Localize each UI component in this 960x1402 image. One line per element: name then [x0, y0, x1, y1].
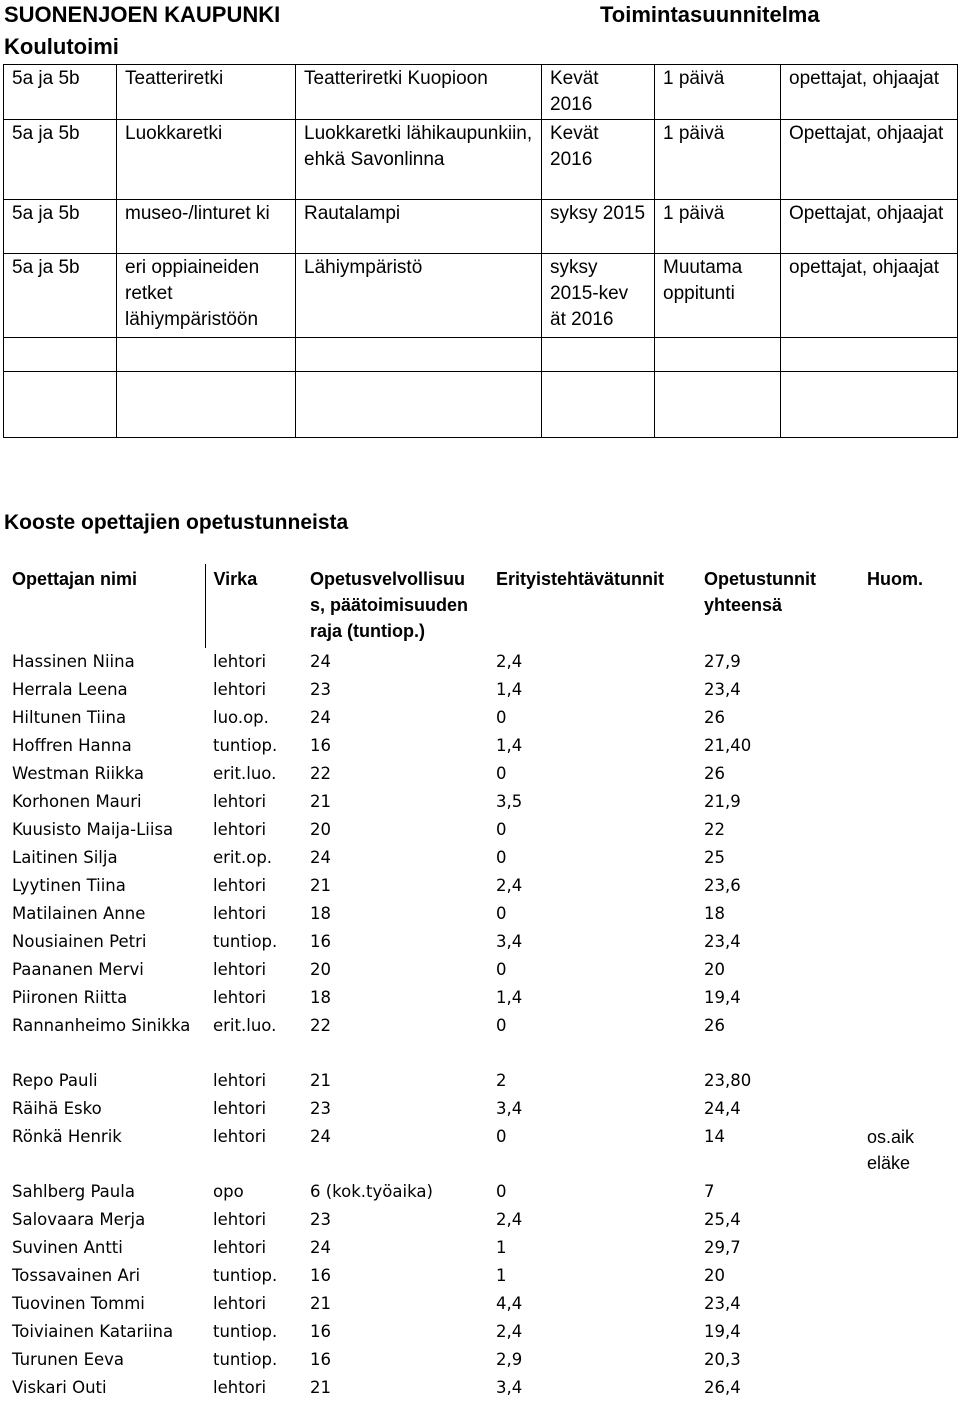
teacher-cell: 23: [310, 1099, 331, 1118]
teacher-cell: 2,4: [496, 1210, 523, 1229]
teacher-cell: 1: [496, 1238, 507, 1257]
teacher-cell: 0: [496, 708, 507, 727]
teacher-cell: lehtori: [213, 876, 267, 895]
teacher-cell: Hoffren Hanna: [12, 736, 132, 755]
activity-cell: [117, 372, 296, 438]
teacher-cell: 25: [704, 848, 725, 867]
teacher-row: [4, 1206, 956, 1234]
teacher-row: [4, 844, 956, 872]
teacher-cell: 21: [310, 1378, 331, 1397]
teacher-row: [4, 788, 956, 816]
teacher-cell: Turunen Eeva: [12, 1350, 125, 1369]
teacher-cell: Suvinen Antti: [12, 1238, 123, 1257]
teacher-cell: 26,4: [704, 1378, 741, 1397]
teacher-cell: 19,4: [704, 988, 741, 1007]
activity-cell: 5a ja 5b: [4, 200, 117, 254]
teacher-cell: lehtori: [213, 988, 267, 1007]
teacher-cell: Korhonen Mauri: [12, 792, 142, 811]
teacher-cell: 23: [310, 1210, 331, 1229]
activity-cell: Luokkaretki lähikaupunkiin, ehkä Savonlinna: [296, 120, 542, 200]
column-header: Erityistehtävätunnit: [496, 569, 665, 589]
teacher-cell: lehtori: [213, 960, 267, 979]
activity-cell: Opettajat, ohjaajat: [781, 120, 958, 200]
teacher-cell: 18: [310, 904, 331, 923]
department-title: Koulutoimi: [4, 34, 119, 59]
teacher-cell: tuntiop.: [213, 736, 278, 755]
teacher-cell: 20: [310, 820, 331, 839]
empty-row: [4, 372, 958, 438]
activity-cell: Luokkaretki: [117, 120, 296, 200]
activity-cell: 1 päivä: [655, 120, 781, 200]
teacher-row: [4, 872, 956, 900]
teacher-cell: Nousiainen Petri: [12, 932, 147, 951]
teacher-cell: 4,4: [496, 1294, 523, 1313]
teacher-cell: 21: [310, 1071, 331, 1090]
teacher-cell: 2,4: [496, 652, 523, 671]
teacher-cell: [859, 1067, 956, 1095]
teacher-cell: 23,4: [704, 680, 741, 699]
teacher-cell: luo.op.: [213, 708, 269, 727]
teacher-cell: Matilainen Anne: [12, 904, 146, 923]
teacher-cell: 1: [496, 1266, 507, 1285]
teacher-cell: [859, 1012, 956, 1067]
teacher-cell: 24: [310, 848, 331, 867]
teacher-cell: lehtori: [213, 1210, 267, 1229]
teacher-cell: [859, 1346, 956, 1374]
teacher-cell: [859, 844, 956, 872]
teacher-cell: 26: [704, 708, 725, 727]
teacher-cell: 24: [310, 1127, 331, 1146]
activity-cell: [542, 338, 655, 372]
teacher-cell: [859, 816, 956, 844]
teacher-cell: tuntiop.: [213, 1322, 278, 1341]
activity-row: [4, 120, 958, 200]
teacher-cell: Paananen Mervi: [12, 960, 144, 979]
teacher-cell: 16: [310, 1266, 331, 1285]
teacher-cell: 2,4: [496, 876, 523, 895]
activity-cell: eri oppiaineiden retket lähiympäristöön: [117, 254, 296, 338]
teacher-cell: 24,4: [704, 1099, 741, 1118]
activity-cell: Teatteriretki Kuopioon: [296, 65, 542, 120]
activity-cell: syksy 2015-kev ät 2016: [542, 254, 655, 338]
teacher-row: [4, 1318, 956, 1346]
teacher-cell: lehtori: [213, 652, 267, 671]
teacher-cell: 21: [310, 1294, 331, 1313]
teacher-cell: 20: [704, 1266, 725, 1285]
teacher-cell: 3,5: [496, 792, 523, 811]
teacher-cell: 18: [310, 988, 331, 1007]
teacher-cell: 26: [704, 1016, 725, 1035]
activity-cell: [4, 338, 117, 372]
activity-cell: museo-/linturet ki: [117, 200, 296, 254]
activity-cell: opettajat, ohjaajat: [781, 254, 958, 338]
teacher-cell: lehtori: [213, 1294, 267, 1313]
teacher-cell: lehtori: [213, 680, 267, 699]
teacher-cell: Hiltunen Tiina: [12, 708, 127, 727]
teacher-cell: 0: [496, 1016, 507, 1035]
teacher-cell: 25,4: [704, 1210, 741, 1229]
activity-cell: Teatteriretki: [117, 65, 296, 120]
activity-row: [4, 65, 958, 120]
teacher-cell: 23,4: [704, 932, 741, 951]
teacher-cell: 26: [704, 764, 725, 783]
teacher-row: [4, 1178, 956, 1206]
teacher-cell: lehtori: [213, 1099, 267, 1118]
teacher-cell: 0: [496, 764, 507, 783]
teacher-cell: lehtori: [213, 1127, 267, 1146]
teacher-cell: 18: [704, 904, 725, 923]
teacher-row: [4, 1290, 956, 1318]
teacher-row: [4, 1012, 956, 1067]
organization-title: SUONENJOEN KAUPUNKI: [4, 2, 281, 27]
activity-cell: [655, 372, 781, 438]
activity-cell: [655, 338, 781, 372]
activity-cell: [781, 338, 958, 372]
teacher-cell: Westman Riikka: [12, 764, 145, 783]
teacher-cell: 24: [310, 708, 331, 727]
teacher-cell: 3,4: [496, 1378, 523, 1397]
teacher-cell: 14: [704, 1127, 725, 1146]
teacher-cell: 19,4: [704, 1322, 741, 1341]
teacher-row: [4, 1374, 956, 1402]
teacher-cell: 23,4: [704, 1294, 741, 1313]
teacher-cell: 0: [496, 1127, 507, 1146]
teacher-cell: 29,7: [704, 1238, 741, 1257]
teacher-cell: Laitinen Silja: [12, 848, 118, 867]
teacher-cell: [859, 1290, 956, 1318]
teacher-cell: Salovaara Merja: [12, 1210, 146, 1229]
teacher-cell: Sahlberg Paula: [12, 1182, 135, 1201]
teacher-cell: 24: [310, 1238, 331, 1257]
teacher-cell: lehtori: [213, 904, 267, 923]
teacher-hours-table: [4, 564, 956, 1402]
teacher-cell: tuntiop.: [213, 1266, 278, 1285]
teacher-cell: 2,9: [496, 1350, 523, 1369]
teacher-row: [4, 956, 956, 984]
teacher-cell: Repo Pauli: [12, 1071, 98, 1090]
teacher-cell: 1,4: [496, 680, 523, 699]
teacher-row: [4, 1234, 956, 1262]
teacher-cell: 3,4: [496, 1099, 523, 1118]
teacher-cell: tuntiop.: [213, 932, 278, 951]
teacher-cell: 6 (kok.työaika): [310, 1182, 433, 1201]
teacher-cell: 20,3: [704, 1350, 741, 1369]
teacher-row: [4, 1067, 956, 1095]
teacher-cell: [859, 1262, 956, 1290]
teacher-cell: erit.op.: [213, 848, 273, 867]
activity-cell: [296, 372, 542, 438]
teacher-cell: lehtori: [213, 820, 267, 839]
column-header: Opettajan nimi: [4, 564, 205, 648]
teacher-cell: 22: [310, 1016, 331, 1035]
teacher-cell: 16: [310, 1322, 331, 1341]
teacher-cell: 23,80: [704, 1071, 752, 1090]
teacher-cell: [859, 1178, 956, 1206]
activity-cell: Rautalampi: [296, 200, 542, 254]
teacher-row: [4, 900, 956, 928]
teacher-cell: Kuusisto Maija-Liisa: [12, 820, 174, 839]
teacher-cell: lehtori: [213, 1238, 267, 1257]
column-header: Virka: [213, 569, 258, 589]
activity-cell: syksy 2015: [542, 200, 655, 254]
teacher-row: [4, 984, 956, 1012]
teacher-cell: 20: [704, 960, 725, 979]
teacher-cell: 24: [310, 652, 331, 671]
teacher-cell: Toiviainen Katariina: [12, 1322, 174, 1341]
activity-cell: opettajat, ohjaajat: [781, 65, 958, 120]
activity-cell: 5a ja 5b: [4, 120, 117, 200]
activity-cell: [296, 338, 542, 372]
teacher-cell: 3,4: [496, 932, 523, 951]
teacher-row: [4, 1262, 956, 1290]
teacher-cell: lehtori: [213, 1378, 267, 1397]
teacher-cell: 22: [310, 764, 331, 783]
activity-cell: [117, 338, 296, 372]
teacher-row: [4, 1123, 956, 1178]
activity-cell: Kevät 2016: [542, 65, 655, 120]
teacher-cell: Räihä Esko: [12, 1099, 102, 1118]
teacher-cell: [859, 788, 956, 816]
activity-cell: Kevät 2016: [542, 120, 655, 200]
teacher-cell: [859, 1374, 956, 1402]
teacher-cell: [859, 704, 956, 732]
teacher-cell: [859, 732, 956, 760]
teacher-cell: 7: [704, 1182, 715, 1201]
teacher-cell: 21: [310, 876, 331, 895]
teacher-cell: 16: [310, 736, 331, 755]
teacher-cell: [859, 900, 956, 928]
teacher-cell: 23,6: [704, 876, 741, 895]
teacher-cell: Herrala Leena: [12, 680, 128, 699]
teacher-cell: 0: [496, 960, 507, 979]
teacher-cell: lehtori: [213, 1071, 267, 1090]
teacher-cell: [859, 1234, 956, 1262]
activity-row: [4, 254, 958, 338]
teacher-cell: 0: [496, 1182, 507, 1201]
teacher-row: [4, 704, 956, 732]
activity-cell: Opettajat, ohjaajat: [781, 200, 958, 254]
teacher-cell: Tossavainen Ari: [12, 1266, 141, 1285]
activity-cell: 1 päivä: [655, 200, 781, 254]
activity-cell: Muutama oppitunti: [655, 254, 781, 338]
teacher-cell: os.aik eläke: [867, 1127, 915, 1173]
teacher-cell: 1,4: [496, 988, 523, 1007]
teacher-cell: 21: [310, 792, 331, 811]
teacher-row: [4, 1095, 956, 1123]
teacher-cell: Lyytinen Tiina: [12, 876, 126, 895]
activity-table: [3, 64, 958, 438]
teacher-cell: 21,40: [704, 736, 752, 755]
teacher-cell: [859, 956, 956, 984]
teacher-cell: Piironen Riitta: [12, 988, 128, 1007]
column-header: Opetustunnit yhteensä: [704, 569, 816, 615]
teacher-cell: 16: [310, 1350, 331, 1369]
teacher-cell: 23: [310, 680, 331, 699]
column-header: Huom.: [867, 569, 923, 589]
empty-row: [4, 338, 958, 372]
teacher-cell: 16: [310, 932, 331, 951]
activity-cell: [781, 372, 958, 438]
teacher-cell: Rönkä Henrik: [12, 1127, 122, 1146]
teacher-cell: Rannanheimo Sinikka: [12, 1016, 191, 1035]
teacher-cell: [859, 928, 956, 956]
teacher-cell: 21,9: [704, 792, 741, 811]
teacher-cell: 0: [496, 848, 507, 867]
activity-cell: [542, 372, 655, 438]
activity-cell: [4, 372, 117, 438]
teacher-row: [4, 760, 956, 788]
teacher-cell: 0: [496, 820, 507, 839]
teacher-row: [4, 648, 956, 676]
teacher-cell: 0: [496, 904, 507, 923]
activity-cell: 1 päivä: [655, 65, 781, 120]
teacher-cell: 20: [310, 960, 331, 979]
activity-row: [4, 200, 958, 254]
plan-title: Toimintasuunnitelma: [600, 2, 820, 27]
teacher-row: [4, 928, 956, 956]
teacher-row: [4, 816, 956, 844]
teacher-cell: 22: [704, 820, 725, 839]
teacher-cell: [859, 760, 956, 788]
teacher-cell: lehtori: [213, 792, 267, 811]
teacher-cell: opo: [213, 1182, 244, 1201]
teacher-row: [4, 676, 956, 704]
teacher-cell: Hassinen Niina: [12, 652, 135, 671]
activity-cell: Lähiympäristö: [296, 254, 542, 338]
teacher-cell: [859, 984, 956, 1012]
teacher-row: [4, 732, 956, 760]
teacher-cell: erit.luo.: [213, 1016, 277, 1035]
teacher-cell: Viskari Outi: [12, 1378, 107, 1397]
teacher-row: [4, 1346, 956, 1374]
teacher-cell: 27,9: [704, 652, 741, 671]
activity-cell: 5a ja 5b: [4, 65, 117, 120]
column-header: Opetusvelvollisuu s, päätoimisuuden raja (tuntiop.): [310, 569, 469, 641]
teacher-cell: 1,4: [496, 736, 523, 755]
teacher-cell: erit.luo.: [213, 764, 277, 783]
teacher-cell: [859, 872, 956, 900]
teacher-cell: [859, 676, 956, 704]
teacher-cell: 2: [496, 1071, 507, 1090]
activity-cell: 5a ja 5b: [4, 254, 117, 338]
teacher-cell: Tuovinen Tommi: [12, 1294, 145, 1313]
teacher-cell: [859, 648, 956, 676]
teacher-cell: [859, 1095, 956, 1123]
teaching-hours-summary-title: Kooste opettajien opetustunneista: [4, 511, 349, 534]
teacher-cell: 2,4: [496, 1322, 523, 1341]
teacher-cell: [859, 1206, 956, 1234]
teacher-cell: tuntiop.: [213, 1350, 278, 1369]
teacher-cell: [859, 1318, 956, 1346]
